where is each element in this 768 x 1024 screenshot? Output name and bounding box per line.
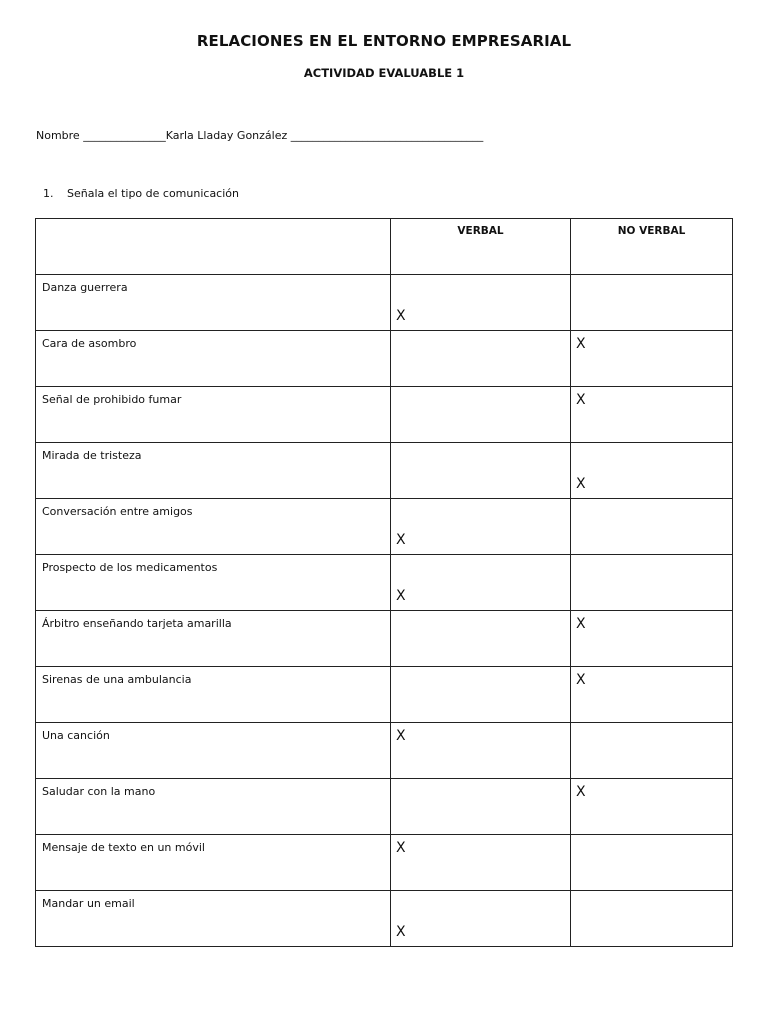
row-label: Conversación entre amigos <box>42 505 193 518</box>
row-label: Sirenas de una ambulancia <box>42 673 192 686</box>
no-verbal-cell <box>571 555 733 611</box>
row-label: Mirada de tristeza <box>42 449 142 462</box>
check-mark: X <box>576 336 586 352</box>
row-label-cell <box>36 387 391 443</box>
check-mark: X <box>396 588 406 604</box>
row-label: Mandar un email <box>42 897 135 910</box>
check-mark: X <box>396 840 406 856</box>
check-mark: X <box>576 392 586 408</box>
verbal-cell <box>391 331 571 387</box>
verbal-cell <box>391 835 571 891</box>
row-label-cell <box>36 499 391 555</box>
table-row <box>36 835 733 891</box>
document-title: RELACIONES EN EL ENTORNO EMPRESARIAL <box>196 32 572 50</box>
no-verbal-cell <box>571 835 733 891</box>
row-label: Una canción <box>42 729 110 742</box>
verbal-cell <box>391 443 571 499</box>
row-label: Mensaje de texto en un móvil <box>42 841 205 854</box>
check-mark: X <box>396 728 406 744</box>
row-label: Saludar con la mano <box>42 785 156 798</box>
no-verbal-cell <box>571 611 733 667</box>
row-label: Cara de asombro <box>42 337 137 350</box>
check-mark: X <box>576 672 586 688</box>
check-mark: X <box>396 532 406 548</box>
table-row <box>36 723 733 779</box>
table-row <box>36 667 733 723</box>
student-name-line: Nombre _______________Karla Lladay González ___________________________________ <box>36 129 484 142</box>
header-verbal: VERBAL <box>391 219 571 275</box>
table-row <box>36 779 733 835</box>
row-label-cell <box>36 611 391 667</box>
row-label-cell <box>36 779 391 835</box>
table-row <box>36 555 733 611</box>
row-label-cell <box>36 667 391 723</box>
row-label-cell <box>36 275 391 331</box>
row-label-cell <box>36 331 391 387</box>
verbal-cell <box>391 387 571 443</box>
no-verbal-cell <box>571 275 733 331</box>
verbal-cell <box>391 555 571 611</box>
row-label: Árbitro enseñando tarjeta amarilla <box>42 617 232 630</box>
row-label: Prospecto de los medicamentos <box>42 561 218 574</box>
document-subtitle: ACTIVIDAD EVALUABLE 1 <box>303 66 465 80</box>
table-row <box>36 443 733 499</box>
no-verbal-cell <box>571 891 733 947</box>
verbal-cell <box>391 779 571 835</box>
table-row <box>36 499 733 555</box>
no-verbal-cell <box>571 499 733 555</box>
verbal-cell <box>391 723 571 779</box>
communication-type-table <box>35 218 733 947</box>
row-label-cell <box>36 443 391 499</box>
question-1 <box>43 187 239 200</box>
verbal-cell <box>391 667 571 723</box>
row-label: Danza guerrera <box>42 281 128 294</box>
table-row <box>36 331 733 387</box>
check-mark: X <box>576 476 586 492</box>
question-text: Señala el tipo de comunicación <box>67 187 239 200</box>
check-mark: X <box>396 308 406 324</box>
no-verbal-cell <box>571 387 733 443</box>
check-mark: X <box>576 784 586 800</box>
verbal-cell <box>391 891 571 947</box>
row-label-cell <box>36 891 391 947</box>
verbal-cell <box>391 611 571 667</box>
table-row <box>36 891 733 947</box>
table-header-row <box>36 219 733 275</box>
header-no-verbal: NO VERBAL <box>571 219 733 275</box>
verbal-cell <box>391 499 571 555</box>
header-item <box>36 219 391 275</box>
table-row <box>36 611 733 667</box>
row-label-cell <box>36 835 391 891</box>
no-verbal-cell <box>571 443 733 499</box>
question-number: 1. <box>43 187 54 200</box>
no-verbal-cell <box>571 779 733 835</box>
check-mark: X <box>396 924 406 940</box>
row-label-cell <box>36 555 391 611</box>
no-verbal-cell <box>571 331 733 387</box>
check-mark: X <box>576 616 586 632</box>
row-label: Señal de prohibido fumar <box>42 393 182 406</box>
table-row <box>36 387 733 443</box>
row-label-cell <box>36 723 391 779</box>
no-verbal-cell <box>571 723 733 779</box>
verbal-cell <box>391 275 571 331</box>
table-row <box>36 275 733 331</box>
no-verbal-cell <box>571 667 733 723</box>
